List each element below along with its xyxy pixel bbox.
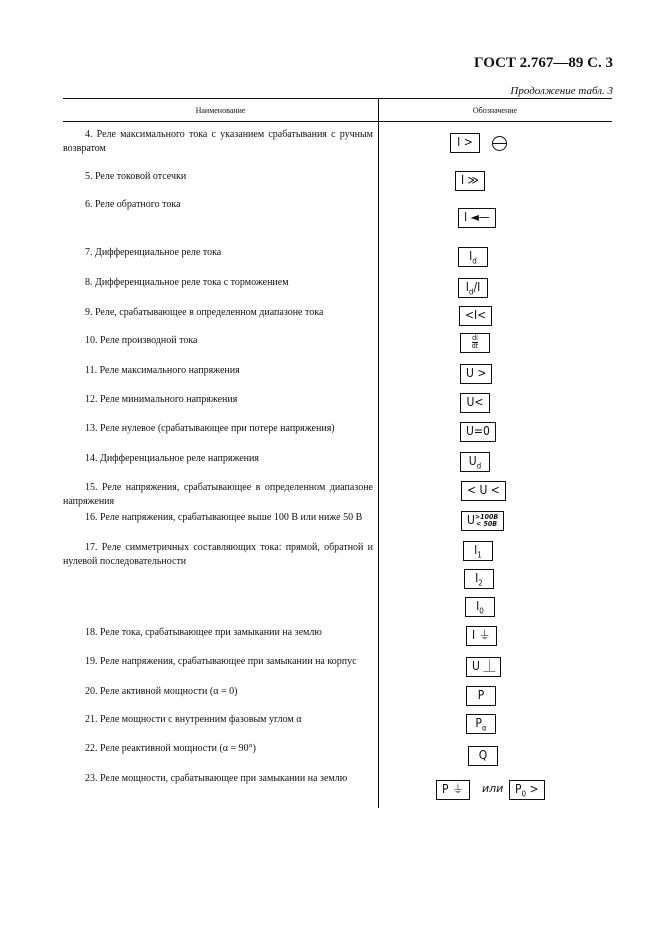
- relay-symbol: [461, 481, 506, 501]
- column-header-symbol: Обозначение: [472, 106, 518, 115]
- symbol-main: I ◄—: [464, 210, 490, 224]
- relay-symbol: [461, 511, 504, 531]
- relay-symbol: [460, 422, 496, 442]
- relay-symbol: [458, 278, 488, 298]
- symbol-main: P ⏚: [442, 782, 464, 796]
- symbol-suffix: >: [526, 782, 539, 796]
- relay-symbol: [466, 686, 496, 706]
- or-word: или: [482, 782, 504, 795]
- relay-symbol: [450, 133, 480, 153]
- document-header: ГОСТ 2.767—89 С. 3: [474, 55, 613, 71]
- relay-symbol: [466, 626, 497, 646]
- row-label: 15. Реле напряжения, срабатывающее в определенном диапазоне напряжения: [63, 482, 373, 507]
- table-top-border: [63, 98, 612, 99]
- row-label: 18. Реле тока, срабатывающее при замыкании на землю: [85, 627, 322, 638]
- symbol-main: <I<: [465, 308, 487, 322]
- symbol-subscript: 0: [479, 606, 484, 616]
- relay-symbol: [468, 746, 498, 766]
- row-label: 9. Реле, срабатывающее в определенном диапазоне тока: [85, 307, 324, 318]
- relay-symbol: [460, 393, 490, 413]
- row-label: 23. Реле мощности, срабатывающее при замыкании на землю: [85, 773, 348, 784]
- relay-symbol: [460, 452, 490, 472]
- manual-reset-icon: [492, 136, 507, 151]
- symbol-main: I: [476, 599, 480, 613]
- row-label: 6. Реле обратного тока: [85, 199, 181, 210]
- relay-symbol: [459, 306, 492, 326]
- relay-symbol: [436, 780, 470, 800]
- row-label: 22. Реле реактивной мощности (α = 90°): [85, 743, 256, 754]
- relay-symbol: [458, 247, 488, 267]
- symbol-main: I: [475, 571, 479, 585]
- symbol-main: U: [468, 454, 477, 468]
- row-label: 8. Дифференциальное реле тока с торможением: [85, 277, 289, 288]
- relay-symbol: [463, 541, 493, 561]
- symbol-subscript: d: [468, 287, 474, 297]
- relay-symbol: [464, 569, 494, 589]
- symbol-main: P: [515, 782, 522, 796]
- symbol-main: Q: [478, 748, 488, 762]
- threshold-lower: < 50В: [476, 519, 498, 528]
- relay-symbol: [455, 171, 485, 191]
- column-divider: [378, 98, 379, 808]
- symbol-main: I: [474, 543, 478, 557]
- symbol-main: U: [467, 513, 475, 527]
- symbol-main: I ≫: [461, 173, 479, 187]
- symbol-suffix: /I: [473, 280, 481, 294]
- symbol-main: U >: [466, 366, 487, 380]
- threshold-stack: [475, 514, 498, 528]
- symbol-main: I: [469, 249, 473, 263]
- row-label: 5. Реле токовой отсечки: [85, 171, 187, 182]
- relay-symbol: [460, 333, 490, 353]
- relay-symbol: [460, 364, 492, 384]
- row-label: 16. Реле напряжения, срабатывающее выше 100 В или ниже 50 В: [85, 512, 363, 523]
- symbol-main: I >: [457, 135, 473, 149]
- column-header-name: Наименование: [195, 106, 246, 115]
- fraction-denominator: dt: [471, 342, 479, 350]
- row-label: 19. Реле напряжения, срабатывающее при замыкании на корпус: [85, 656, 357, 667]
- row-label: 7. Дифференциальное реле тока: [85, 247, 222, 258]
- relay-symbol-alt: [509, 780, 545, 800]
- row-label: 13. Реле нулевое (срабатывающее при потере напряжения): [85, 423, 335, 434]
- relay-symbol: [465, 597, 495, 617]
- row-label: 14. Дифференциальное реле напряжения: [85, 453, 259, 464]
- threshold-upper: >100В: [474, 512, 499, 521]
- row-label: 20. Реле активной мощности (α = 0): [85, 686, 238, 697]
- row-label: 17. Реле симметричных составляющих тока: прямой, обратной и нулевой последовательности: [63, 542, 373, 567]
- row-label: 12. Реле минимального напряжения: [85, 394, 238, 405]
- symbol-subscript: α: [481, 723, 487, 733]
- symbol-main: U=0: [466, 424, 490, 438]
- symbol-subscript: 1: [477, 550, 482, 560]
- symbol-main: < U <: [467, 483, 500, 497]
- row-label: 21. Реле мощности с внутренним фазовым углом α: [85, 714, 302, 725]
- derivative-fraction: [472, 335, 478, 350]
- symbol-subscript: 2: [478, 578, 483, 588]
- header-divider: [63, 121, 612, 122]
- symbol-subscript: d: [476, 461, 482, 471]
- symbol-main: P: [477, 688, 485, 702]
- table-continuation: Продолжение табл. 3: [510, 85, 613, 97]
- fraction-numerator: di: [472, 334, 478, 342]
- row-label: 11. Реле максимального напряжения: [85, 365, 240, 376]
- symbol-main: I: [465, 280, 469, 294]
- row-label: 4. Реле максимального тока с указанием срабатывания с ручным возвратом: [63, 129, 373, 154]
- row-label: 10. Реле производной тока: [85, 335, 198, 346]
- symbol-subscript: 0: [521, 789, 527, 799]
- relay-symbol: [466, 714, 496, 734]
- symbol-main: P: [475, 716, 482, 730]
- symbol-main: I ⏚: [472, 628, 491, 642]
- relay-symbol: [458, 208, 496, 228]
- symbol-main: U ⏊: [472, 659, 496, 673]
- relay-symbol: [466, 657, 501, 677]
- symbol-main: U<: [466, 395, 484, 409]
- symbol-subscript: d: [472, 256, 477, 266]
